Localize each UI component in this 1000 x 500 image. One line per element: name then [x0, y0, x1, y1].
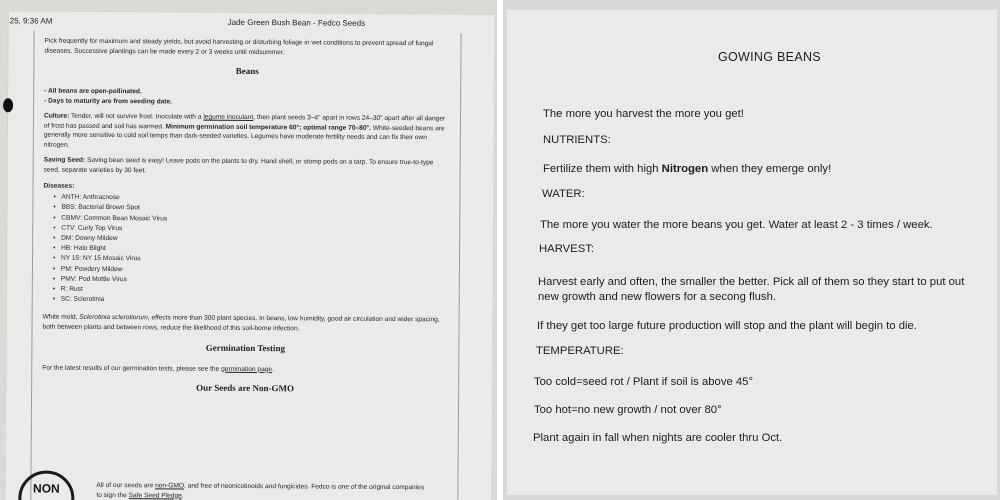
non-gmo-title: Our Seeds are Non-GMO: [196, 382, 295, 394]
harvest-line-2: new growth and new flowers for a secong flush.: [538, 291, 776, 303]
legume-inoculant-link[interactable]: legume inoculant: [203, 113, 254, 122]
list-item: • ANTH: Anthracnose: [53, 193, 449, 206]
white-mold-text-2: , effects more than 300 plant species. In beans, low humidity, good air circulation and wider spacing, both between plants and between rows, reduce the likelihood of this soil-borne infection.: [42, 314, 440, 333]
list-item: • R: Rust: [53, 285, 449, 298]
bullet-open-pollinated: - All beans are open-pollinated.: [44, 87, 142, 96]
temp-hot-line: Too hot=no new growth / not over 80°: [534, 404, 722, 416]
gmo-text-1: All of our seeds are: [96, 481, 154, 490]
bullet-days-to-maturity: - Days to maturity are from seeding date.: [44, 97, 173, 106]
harvest-label: HARVEST:: [539, 243, 595, 255]
culture-text-1: Tender, will not survive frost. Inoculate with a: [70, 112, 202, 121]
saving-seed-label: Saving Seed:: [43, 156, 86, 165]
list-item: • PM: Powdery Mildew: [53, 264, 449, 277]
nutrients-post: when they emerge only!: [708, 163, 832, 175]
safe-seed-pledge-link[interactable]: Safe Seed Pledge: [128, 491, 182, 500]
non-gmo-logo-text: NON: [33, 481, 60, 496]
culture-text-3: White-seeded beans are generally more sensitive to cold soil temps than dark-seeded varieties. Legumes have moderate fertility needs and can fix their own nitrogen.: [43, 124, 445, 149]
intro-paragraph: [44, 37, 450, 59]
germination-end: .: [272, 365, 274, 373]
germination-paragraph: [42, 363, 448, 375]
list-item: • PMV: Pod Mottle Virus: [53, 274, 449, 287]
white-mold-text-1: White mold,: [42, 314, 78, 322]
white-mold-species: Sclerotinia sclerotiorum: [79, 314, 148, 322]
harvest-line-3: If they get too large future production will stop and the plant will begin to die.: [537, 320, 917, 332]
gmo-end: .: [181, 492, 184, 500]
non-gmo-link[interactable]: non-GMO: [155, 482, 185, 490]
disease-list: [43, 193, 450, 308]
germination-page-link[interactable]: germination page: [221, 365, 273, 373]
intro-line-2: spread of fungal diseases. Successive plantings can be made every 2 or 3 weeks until midsummer.: [44, 39, 434, 56]
list-item: • BBS: Bacterial Brown Spot: [53, 203, 449, 216]
nutrients-label: NUTRIENTS:: [543, 134, 611, 146]
list-item: • SC: Sclerotinia: [53, 295, 449, 308]
temp-cold-line: Too cold=seed rot / Plant if soil is above 45°: [534, 376, 753, 388]
water-line: The more you water the more beans you get. Water at least 2 - 3 times / week.: [540, 219, 933, 231]
left-photo: [0, 0, 497, 500]
gmo-text-2: , and free of neonicotinoids and fungicides. Fedco is one of the original companies to sign the: [96, 482, 425, 499]
nutrients-pre: Fertilize them with high: [543, 163, 662, 175]
list-item: • CBMV: Common Bean Mosaic Virus: [53, 213, 449, 226]
print-page-title: Jade Green Bush Bean - Fedco Seeds: [227, 17, 366, 28]
beans-title: Beans: [235, 65, 259, 77]
left-body: [30, 30, 461, 500]
harvest-more-line: The more you harvest the more you get!: [543, 108, 744, 120]
diseases-label: Diseases:: [43, 182, 75, 190]
culture-paragraph: [44, 112, 450, 153]
nutrients-line: [543, 163, 831, 175]
list-item: • DM: Downy Mildew: [53, 234, 449, 247]
white-mold-paragraph: [43, 313, 449, 335]
intro-line-1: Pick frequently for maximum and steady yields, but avoid harvesting or disturbing foliage in wet conditions to prevent: [44, 37, 385, 47]
left-paper: [4, 10, 495, 500]
culture-label: Culture:: [43, 112, 70, 120]
plant-again-line: Plant again in fall when nights are cooler thru Oct.: [533, 432, 783, 444]
saving-seed-paragraph: [44, 156, 450, 178]
non-gmo-paragraph: [96, 481, 426, 500]
list-item: • NY 15: NY 15 Mosaic Virus: [53, 254, 449, 267]
right-photo: [503, 0, 1000, 500]
saving-seed-text: Saving bean seed is easy! Leave pods on the plants to dry. Hand shell, or stomp pods on a tarp. To ensure true-to-type seed, separate varieties by 30 feet.: [43, 157, 434, 175]
print-time: 25, 9:36 AM: [9, 16, 53, 26]
list-item: • CTV: Curly Top Virus: [53, 223, 449, 236]
handout-title: GOWING BEANS: [718, 50, 821, 64]
water-label: WATER:: [542, 188, 585, 200]
culture-temp-bold: Minimum germination soil temperature 60°; optimal range 70–80°.: [165, 123, 372, 132]
nitrogen-bold: Nitrogen: [661, 163, 709, 175]
culture-text-2: , then plant seeds 3–4" apart in rows 24–30" apart after all danger of frost has passed and soil has warmed.: [43, 114, 446, 131]
right-paper: [507, 10, 997, 495]
binder-hole: [3, 98, 13, 112]
beans-bullets: [44, 87, 450, 109]
germination-title: Germination Testing: [205, 342, 286, 353]
harvest-line-1: Harvest early and often, the smaller the better. Pick all of them so they start to put out: [538, 276, 965, 288]
germination-text: For the latest results of our germination tests, please see the: [42, 364, 220, 373]
list-item: • HB: Halo Blight: [53, 244, 449, 257]
temperature-label: TEMPERATURE:: [536, 345, 624, 357]
